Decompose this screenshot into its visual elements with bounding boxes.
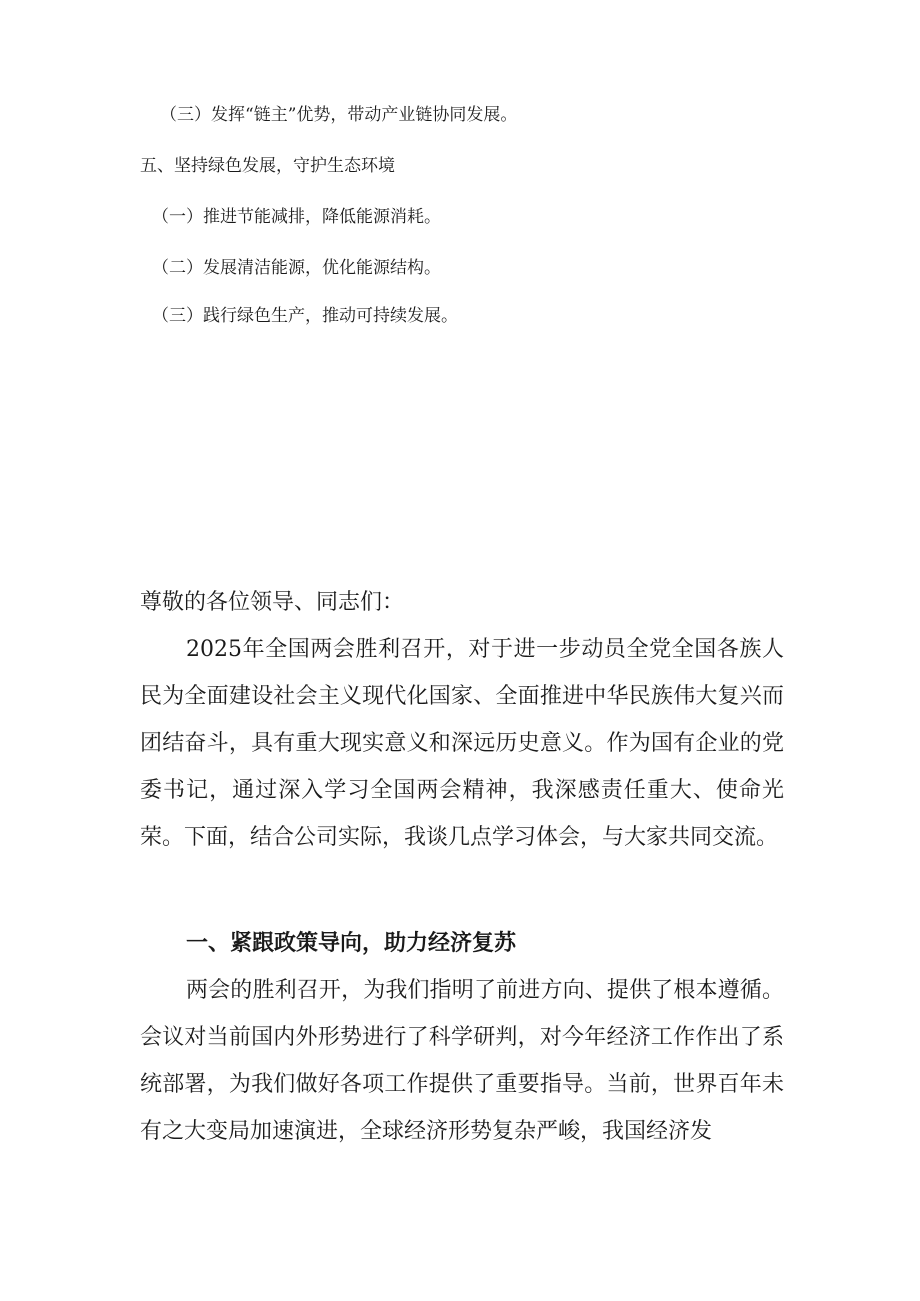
section-heading-1: 一、紧跟政策导向，助力经济复苏 (186, 931, 517, 956)
speech-intro-paragraph: 2025年全国两会胜利召开，对于进一步动员全党全国各族人民为全面建设社会主义现代化国家、全面推进中华民族伟大复兴而团结奋斗，具有重大现实意义和深远历史意义。作为国有企业的党委书记，通过深入学习全国两会精神，我深感责任重大、使命光荣。下面，结合公司实际，我谈几点学习体会，与大家共同交流。 (140, 637, 784, 850)
speech-salutation: 尊敬的各位领导、同志们： (140, 590, 405, 615)
section-1-paragraph: 两会的胜利召开，为我们指明了前进方向、提供了根本遵循。会议对当前国内外形势进行了科学研判，对今年经济工作作出了系统部署，为我们做好各项工作提供了重要指导。当前，世界百年未有之大变局加速演进，全球经济形势复杂严峻，我国经济发 (140, 978, 784, 1144)
outline-section-5-item-1: （一）推进节能减排，降低能源消耗。 (152, 207, 441, 227)
outline-item-chain-leader: （三）发挥“链主”优势，带动产业链协同发展。 (160, 105, 518, 125)
outline-section-5-title: 五、坚持绿色发展，守护生态环境 (140, 156, 395, 176)
outline-section-5-item-3: （三）践行绿色生产，推动可持续发展。 (152, 306, 458, 326)
outline-section-5-item-2: （二）发展清洁能源，优化能源结构。 (152, 258, 441, 278)
